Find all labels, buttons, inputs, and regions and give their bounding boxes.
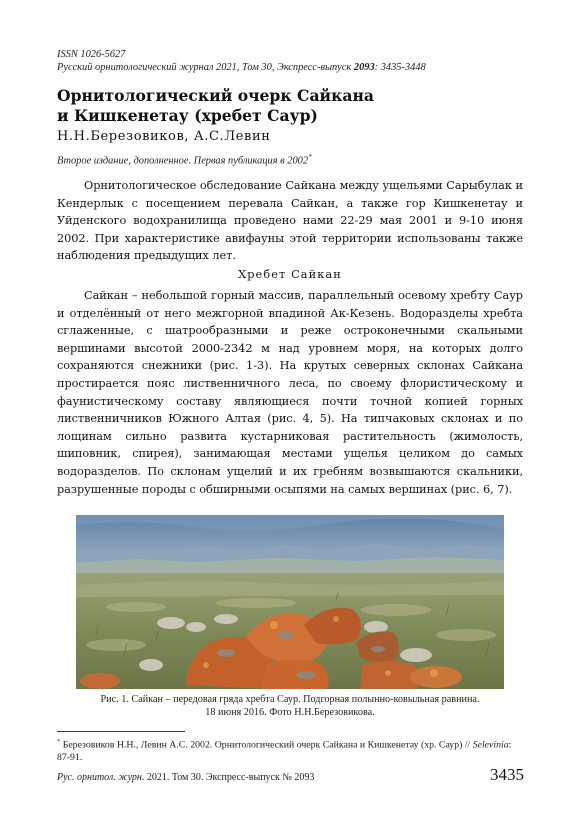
page-range: : 3435-3448	[374, 62, 426, 73]
footnote-text: Березовиков Н.Н., Левин А.С. 2002. Орнитологический очерк Сайкана и Кишкенетау (хр. Саур) //	[60, 739, 473, 751]
footnote-divider	[57, 731, 185, 732]
section-heading: Хребет Сайкан	[238, 268, 342, 281]
journal-citation-line	[57, 61, 527, 74]
intro-paragraph: Орнитологическое обследование Сайкана между ущельями Сарыбулак и Кендерлык с посещением перевала Сайкан, а также гор Кишкенетау и Уйденского водохранилища проведено нами 22-29 мая 2001 и 9-10 июня 2002. При характеристике авифауны этой территории использованы также наблюдения предыдущих лет.	[57, 179, 523, 263]
article-title	[57, 86, 527, 126]
edition-note-text: Второе издание, дополненное. Первая публикация в 2002	[57, 155, 309, 167]
title-line-1: Орнитологический очерк Сайкана	[57, 86, 374, 105]
caption-line-1: Рис. 1. Сайкан – передовая гряда хребта Саур. Подгорная полынно-ковыльная равнина.	[100, 694, 480, 705]
footnote-journal: Selevinia	[472, 739, 509, 751]
running-footer	[57, 771, 437, 784]
journal-name: Русский орнитологический журнал 2021, Том 30, Экспресс-выпуск	[57, 62, 354, 73]
figure-1-photo	[76, 515, 504, 689]
issue-number: 2093	[353, 62, 375, 73]
steppe-landscape-image	[76, 515, 504, 689]
figure-1-caption	[57, 693, 523, 719]
footer-journal-abbrev: Рус. орнитол. журн.	[57, 772, 145, 783]
caption-line-2: 18 июня 2016. Фото Н.Н.Березовикова.	[205, 707, 375, 718]
edition-note	[57, 151, 527, 167]
journal-header	[57, 48, 527, 74]
issn-line: ISSN 1026-5627	[57, 49, 126, 60]
footnote-reference-mark: *	[308, 153, 312, 161]
footnote-pages: : 87-91.	[57, 739, 512, 763]
footnote	[57, 736, 523, 764]
footnote-mark: *	[57, 738, 61, 745]
footer-issue-info: 2021. Том 30. Экспресс-выпуск № 2093	[144, 772, 315, 783]
page-number: 3435	[490, 765, 524, 784]
section-paragraph: Сайкан – небольшой горный массив, параллельный осевому хребту Саур и отделённый от него межгорной впадиной Ак-Кезень. Водоразделы хребта сглаженные, с шатрообразными и реже остроконечными скальными вершинами высотой 2000-2342 м над уровнем моря, на которых долго сохраняются снежники (рис. 1-3). На крутых северных склонах Сайкана простирается пояс лиственничного леса, по своему флористическому и фаунистическому составу являющиеся почти точной копией горных лиственничников Южного Алтая (рис. 4, 5). На типчаковых склонах и по лощинам сильно развита кустарниковая растительность (жимолость, шиповник, спирея), занимающая местами ущелья целиком до самых водоразделов. По склонам ущелий и их гребням возвышаются скальники, разрушенные породы с обширными осыпями на самых вершинах (рис. 6, 7).	[57, 289, 523, 496]
article-authors: Н.Н.Березовиков, А.С.Левин	[57, 129, 271, 144]
title-line-2: и Кишкенетау (хребет Саур)	[57, 106, 318, 125]
